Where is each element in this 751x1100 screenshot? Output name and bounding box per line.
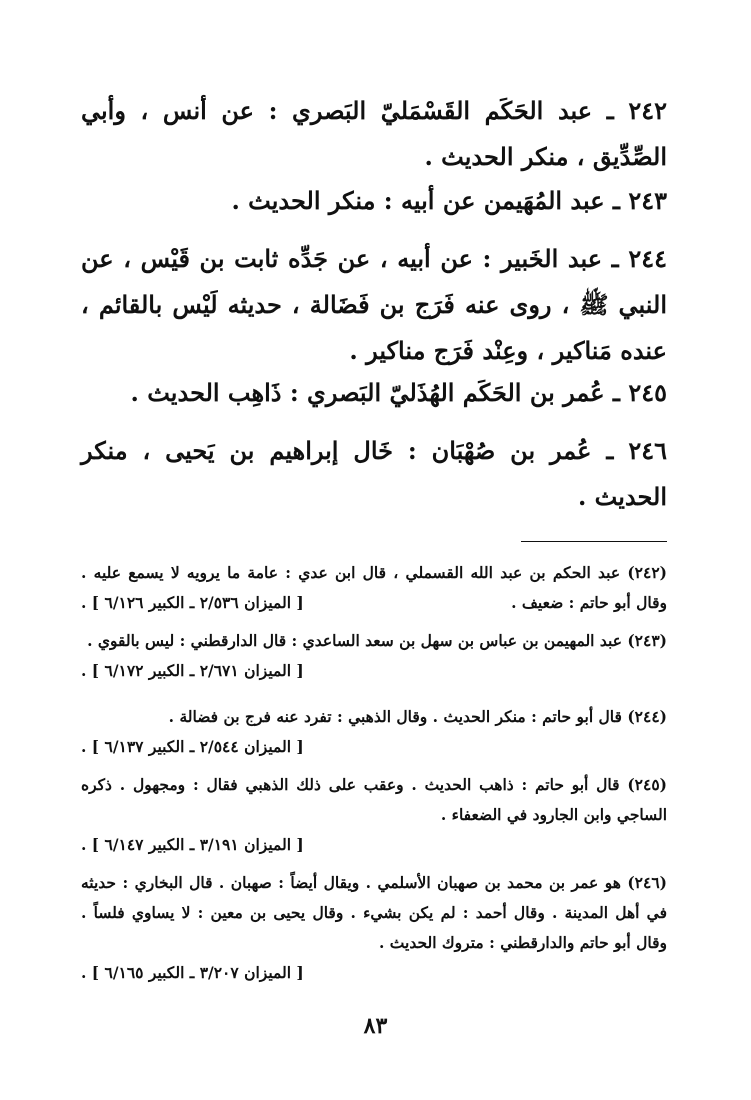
footnote-246 [81, 868, 667, 988]
entry-246: ٢٤٦ ـ عُمر بن صُهْبَان : خَال إبراهيم بن يَحيى ، منكر الحديث . [81, 436, 667, 511]
entry-243: ٢٤٣ ـ عبد المُهَيمن عن أبيه : منكر الحديث . [231, 186, 667, 215]
footnote-text: (٢٤٤) قال أبو حاتم : منكر الحديث . وقال الذهبي : تفرد عنه فرج بن فضالة . [168, 707, 667, 726]
footnote-reference: [ الميزان ٢/٦٧١ ـ الكبير ٦/١٧٢ ] . [81, 661, 304, 680]
footnote-243 [81, 626, 667, 686]
footnote-reference: [ الميزان ٢/٥٤٤ ـ الكبير ٦/١٣٧ ] . [81, 737, 304, 756]
footnote-text: (٢٤٥) قال أبو حاتم : ذاهب الحديث . وعقب على ذلك الذهبي فقال : ومجهول . ذكره الساجي وابن الجارود في الضعفاء . [81, 775, 667, 824]
footnote-242 [81, 558, 667, 618]
footnote-reference: [ الميزان ٣/٢٠٧ ـ الكبير ٦/١٦٥ ] . [81, 963, 304, 982]
footnote-text: (٢٤٣) عبد المهيمن بن عباس بن سهل بن سعد الساعدي : قال الدارقطني : ليس بالقوي . [87, 631, 667, 650]
page-number: ٨٣ [363, 1013, 388, 1039]
footnote-reference: [ الميزان ٢/٥٣٦ ـ الكبير ٦/١٢٦ ] . [81, 593, 304, 612]
entry-244: ٢٤٤ ـ عبد الخَبير : عن أبيه ، عن جَدِّه ثابت بن قَيْس ، عن النبي ﷺ ، روى عنه فَرَج بن فَضَالة ، حديثه لَيْس بالقائم ، عنده مَناكير ، وعِنْد فَرَج مناكير . [81, 244, 667, 365]
footnote-244 [81, 702, 667, 762]
footnote-separator [521, 541, 667, 542]
entry-245: ٢٤٥ ـ عُمر بن الحَكَم الهُذَليّ البَصري : ذَاهِب الحديث . [130, 378, 667, 407]
footnote-text: (٢٤٦) هو عمر بن محمد بن صهبان الأسلمي . ويقال أيضاً : صهبان . قال البخاري : حديثه في أهل المدينة . وقال أحمد : لم يكن بشيء . وقال يحيى بن معين : لا يساوي فلساً . وقال أبو حاتم والدارقطني : متروك الحديث . [81, 873, 667, 952]
entry-242: ٢٤٢ ـ عبد الحَكَم القَسْمَليّ البَصري : عن أنس ، وأبي الصِّدِّيق ، منكر الحديث . [81, 96, 667, 171]
footnote-245 [81, 770, 667, 860]
footnote-text: (٢٤٢) عبد الحكم بن عبد الله القسملي ، قال ابن عدي : عامة ما يرويه لا يسمع عليه . وقال أبو حاتم : ضعيف . [81, 563, 667, 612]
footnote-reference: [ الميزان ٣/١٩١ ـ الكبير ٦/١٤٧ ] . [81, 835, 304, 854]
